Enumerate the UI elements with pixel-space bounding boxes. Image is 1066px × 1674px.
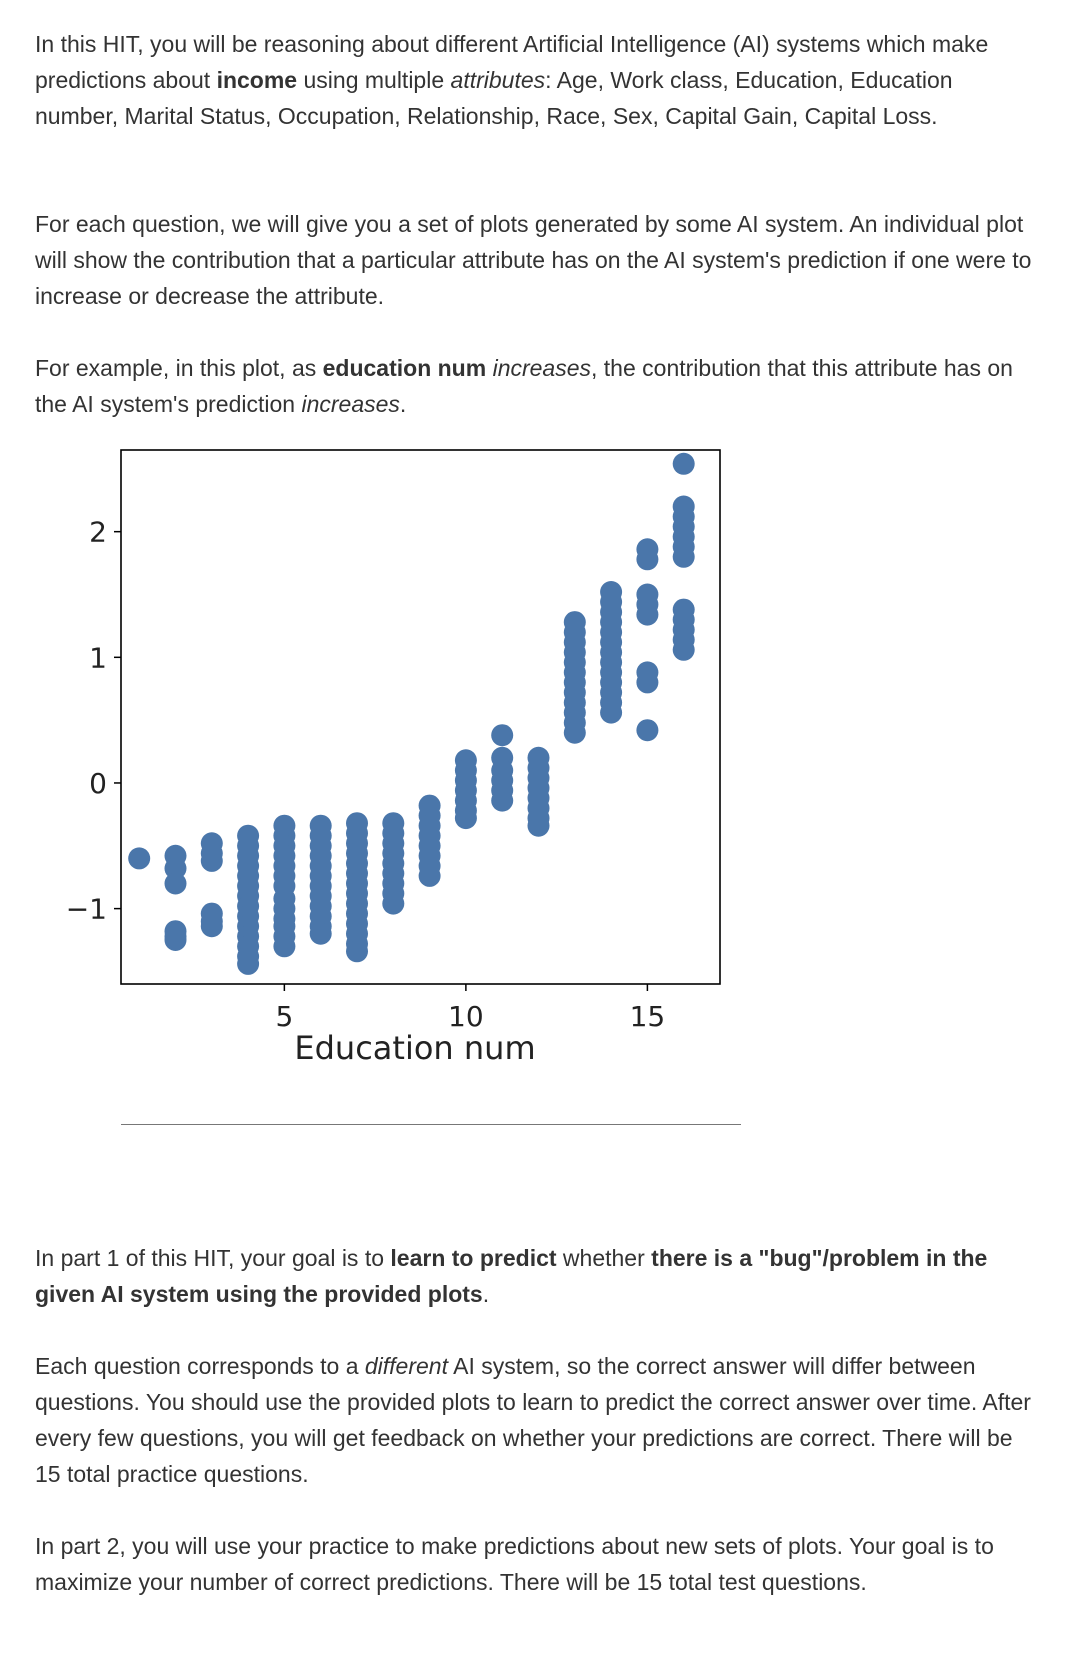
increases-term: increases	[301, 391, 400, 417]
data-point	[673, 453, 695, 475]
learn-to-predict-term: learn to predict	[390, 1245, 557, 1271]
y-tick-label: 2	[89, 515, 107, 549]
x-tick-label: 10	[448, 1000, 484, 1033]
data-point	[673, 639, 695, 661]
education-num-term: education num	[322, 355, 487, 381]
increases-term: increases	[492, 355, 592, 381]
bug-problem-term: there is a "bug"/problem in the given AI system using the provided plots	[35, 1245, 988, 1307]
x-tick-label: 5	[275, 1000, 294, 1033]
data-point	[201, 850, 223, 872]
data-point	[636, 671, 658, 693]
education-num-scatter-plot	[40, 448, 760, 1098]
data-point	[382, 893, 404, 915]
example-text: , the contribution that this attribute has on the AI system's prediction	[35, 355, 1013, 417]
data-point	[128, 847, 150, 869]
attributes-term: attributes	[450, 67, 546, 93]
data-point	[564, 722, 586, 744]
data-point	[491, 724, 513, 746]
data-point	[310, 923, 332, 945]
data-point	[237, 953, 259, 975]
data-point	[165, 925, 187, 947]
part2-paragraph: In part 2, you will use your practice to make predictions about new sets of plots. Your goal is to maximize your number of correct predictions. There will be 15 total test questions.	[35, 1533, 994, 1595]
x-tick-label: 15	[629, 1000, 666, 1033]
data-point	[636, 604, 658, 626]
intro-text: using multiple	[297, 67, 451, 93]
data-point	[455, 807, 477, 829]
income-term: income	[216, 67, 298, 93]
divider	[121, 1124, 741, 1125]
data-point	[165, 873, 187, 895]
data-point	[673, 546, 695, 568]
example-text: .	[399, 391, 407, 417]
goal-text: whether	[556, 1245, 652, 1271]
y-tick-label: −1	[65, 892, 107, 926]
intro-text: In this HIT, you will be reasoning about different Artificial Intelligence (AI) systems which make predictions about	[35, 31, 989, 93]
data-point	[346, 940, 368, 962]
data-point	[273, 935, 295, 957]
scatter-points	[128, 453, 695, 975]
y-tick-label: 1	[89, 641, 107, 675]
data-point	[636, 719, 658, 741]
example-paragraph	[35, 350, 1035, 422]
different-term: different	[364, 1353, 448, 1379]
data-point	[419, 865, 441, 887]
data-point	[491, 790, 513, 812]
intro-paragraph	[35, 26, 1035, 134]
attributes-list: : Age, Work class, Education, Education number, Marital Status, Occupation, Relationship, Race, Sex, Capital Gain, Capital Loss.	[35, 67, 953, 129]
x-axis-label: Education num	[294, 1029, 536, 1067]
details-text: AI system, so the correct answer will differ between questions. You should use the provided plots to learn to predict the correct answer over time. After every few questions, you will get feedback on whether your predictions are correct. There will be 15 total practice questions.	[35, 1353, 1031, 1487]
data-point	[528, 815, 550, 837]
data-point	[636, 548, 658, 570]
plots-explanation-paragraph: For each question, we will give you a set of plots generated by some AI system. An individual plot will show the contribution that a particular attribute has on the AI system's prediction if one were to increase or decrease the attribute.	[35, 211, 1032, 309]
data-point	[201, 915, 223, 937]
y-tick-label: 0	[89, 766, 107, 800]
details-text: Each question corresponds to a	[35, 1353, 365, 1379]
part1-details-paragraph	[35, 1348, 1035, 1492]
goal-text: .	[482, 1281, 490, 1307]
part1-goal-paragraph	[35, 1240, 1035, 1312]
goal-text: In part 1 of this HIT, your goal is to	[35, 1245, 391, 1271]
example-text: For example, in this plot, as	[35, 355, 323, 381]
data-point	[600, 702, 622, 724]
